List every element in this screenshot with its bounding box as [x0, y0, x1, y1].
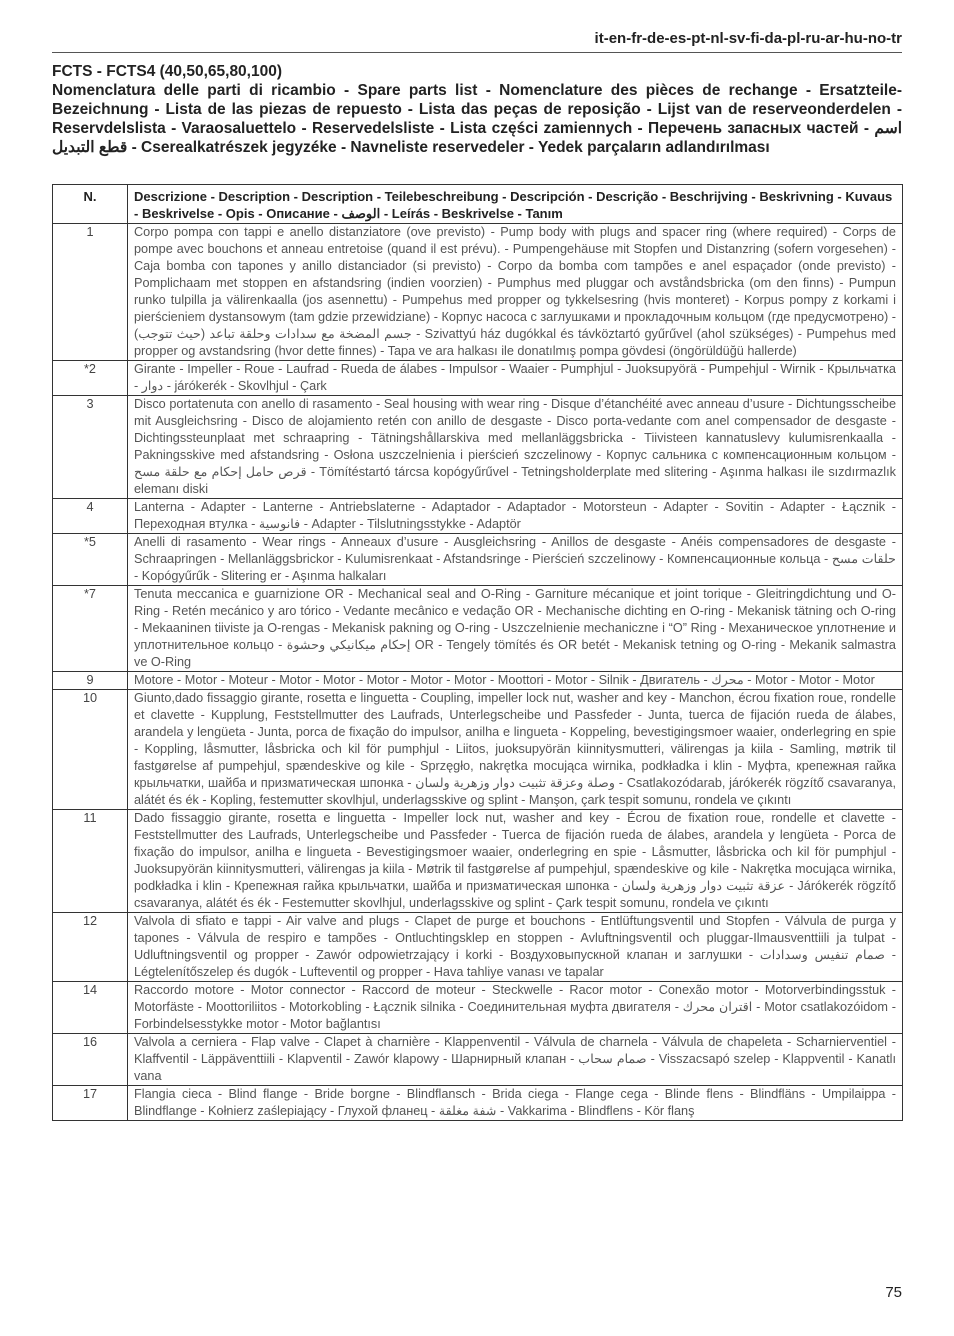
spare-parts-title: Nomenclatura delle parti di ricambio - Spare parts list - Nomenclature des pièces de rechange - Ersatzteile-Bezeichnung - Lista de las piezas de repuesto - Lista das peças de reposição - Lijst van de reserveonderdelen - Reservdelslista - Varaosaluettelo - Reservedelsliste - Lista części zamiennych - Перечень запасных частей - اسم قطع التبديل - Cserealkatrészek jegyzéke - Navneliste reservedeler - Yedek parçaların adlandırılması: [52, 82, 902, 156]
table-row: [53, 690, 903, 810]
part-description: Flangia cieca - Blind flange - Bride borgne - Blindflansch - Brida ciega - Flange cega - Blinde flens - Blindfläns - Umpilaippa - Blindflange - Kołnierz zaślepiający - Глухой фланец - شفة مغلقة - Vakkarima - Blindflens - Kör flanş: [128, 1086, 903, 1121]
table-row: [53, 982, 903, 1034]
table-row: [53, 913, 903, 982]
document-heading: [52, 62, 902, 157]
table-row: [53, 499, 903, 534]
table-row: [53, 672, 903, 690]
table-row: [53, 534, 903, 586]
table-row: [53, 224, 903, 361]
part-number: 14: [53, 982, 128, 1034]
table-header-row: [53, 185, 903, 224]
part-number: 9: [53, 672, 128, 690]
part-description: Motore - Motor - Moteur - Motor - Motor - Motor - Motor - Motor - Moottori - Motor - Silnik - Двигатель - محرك - Motor - Motor - Motor: [128, 672, 903, 690]
column-header-description: Descrizione - Description - Description - Teilebeschreibung - Descripción - Descrição - Beschrijving - Beskrivning - Kuvaus - Beskrivelse - Opis - Описание - الوصف - Leírás - Beskrivelse - Tanım: [128, 185, 903, 224]
part-number: 11: [53, 810, 128, 913]
part-number: 16: [53, 1034, 128, 1086]
part-description: Tenuta meccanica e guarnizione OR - Mechanical seal and O-Ring - Garniture mécanique et joint torique - Gleitringdichtung und O-Ring - Retén mecánico y aro tórico - Vedante mecânico e vedação OR - Mechanische dichting en O-ring - Mekanisk tätning och O-ring - Mekaaninen tiiviste ja O-rengas - Mekanisk pakning og O-ring - Uszczelnienie mechaniczne i “O” Ring - Механическое уплотнение и уплотнительное кольцо - إحكام ميكانيكي وحشوة OR - Tengely tömítés és OR betét - Mekanisk tetning og O-ring - Mekanik salmastra ve O-Ring: [128, 586, 903, 672]
part-number: 10: [53, 690, 128, 810]
table-row: [53, 586, 903, 672]
part-description: Valvola di sfiato e tappi - Air valve and plugs - Clapet de purge et bouchons - Entlüftungsventil und Stopfen - Válvula de purga y tapones - Válvula de respiro e tampões - Ontluchtingsklep en stoppen - Avluftningsventil och pluggar-Ilmausventtiili ja tulpat - Udluftningsventil og propper - Zawór odpowietrzający i korki - Воздуховыпускной клапан и заглушки - صمام تنفيس وسدادات - Légtelenítőszelep és dugók - Lufteventil og propper - Hava tahliye vanası ve tapalar: [128, 913, 903, 982]
part-description: Lanterna - Adapter - Lanterne - Antriebslaterne - Adaptador - Adaptador - Motorsteun - Adapter - Sovitin - Adapter - Łącznik - Переходная втулка - فانوسية - Adapter - Tilslutningsstykke - Adaptör: [128, 499, 903, 534]
column-header-number: N.: [53, 185, 128, 224]
part-number: *7: [53, 586, 128, 672]
part-number: 4: [53, 499, 128, 534]
table-row: [53, 396, 903, 499]
part-number: *5: [53, 534, 128, 586]
header-divider: [52, 52, 902, 53]
part-description: Disco portatenuta con anello di rasamento - Seal housing with wear ring - Disque d’étanchéité avec anneau d’usure - Dichtungsscheibe mit Ausgleichsring - Disco de alojamiento retén con anillo de desgaste - Disco porta-vedante com anel compensador de desgaste - Dichtingssteunplaat met schraapring - Tätningshållarskiva med mellanläggsbricka - Tiivisteen kannatuslevy kulumisrenkaalla - Pakningsskive med afstandsring - Osłona uszczelnienia i pierścień szczelinowy - Корпус сальника с компенсационным кольцом - قرص حامل إحكام مع حلقة مسح - Tömítéstartó tárcsa kopógyűrűvel - Tetningsholderplate med slitering - Aşınma halkası ile sızdırmazlık elemanı diski: [128, 396, 903, 499]
part-description: Corpo pompa con tappi e anello distanziatore (ove previsto) - Pump body with plugs and spacer ring (where required) - Corps de pompe avec bouchons et anneau entretoise (quand il est prévu). - Pumpengehäuse mit Stopfen und Distanzring (sofern vorgesehen) - Caja bomba con tapones y anillo distanciador (si previsto) - Corpo da bomba com tampões e anel espaçador (onde previsto) - Pomplichaam met stoppen en afstandsring (indien voorzien) - Pumphus med pluggar och avståndsbricka (om den finns) - Pumpun runko tulpilla ja välirenkaalla (jos asennettu) - Pumpehus med propper og tykkelsesring (hvis monteret) - Korpus pompy z korkami i pierścieniem dystansowym (tam gdzie przewidziane) - Корпус насоса с заглушками и прокладочным кольцом (где предусмотрено) - جسم المضخة مع سدادات وحلقة تباعد (حيث تتوجب) - Szivattyú ház dugókkal és távköztartó gyűrűvel (ahol szükséges) - Pumpehus med propper og avstandsring (hvor dette finnes) - Tapa ve ara halkası ile donatılmış pompa gövdesi (öngörüldüğü hallerde): [128, 224, 903, 361]
part-description: Valvola a cerniera - Flap valve - Clapet à charnière - Klappenventil - Válvula de charnela - Válvula de chapeleta - Scharnierventiel - Klaffventil - Läppäventtiili - Klapventil - Zawór klapowy - Шарнирный клапан - صمام سحاب - Visszacsapó szelep - Klappventil - Kanatlı vana: [128, 1034, 903, 1086]
table-row: [53, 1086, 903, 1121]
part-description: Dado fissaggio girante, rosetta e linguetta - Impeller lock nut, washer and key - Écrou de fixation roue, rondelle et clavette - Feststellmutter des Laufrads, Unterlegscheibe und Passfeder - Tuerca de fijación rueda de álabes, arandela y lengüeta - Porca de fixação do impulsor, anilha e lingueta - Bevestigingsmoer waaier, onderlegring en spie - Låsmutter, låsbricka och kil för pumphjul - Juoksupyörän kiinnitysmutteri, välirengas ja kiila - Møtrik til fastgørelse af pumpehjul, spændeskive og kile - Nakrętka mocująca wirnika, podkładka i klin - Крепежная гайка крыльчатки, шайба и призматическая шпонка - عزقة تثبيت دوار وزهرية ولسان - Járókerék rögzítő csavaranya, alátét és ék - Festemutter skovlhjul, underlagsskive og splint - Çark tespit somunu, rondela ve çıkıntı: [128, 810, 903, 913]
table-row: [53, 810, 903, 913]
part-description: Girante - Impeller - Roue - Laufrad - Rueda de álabes - Impulsor - Waaier - Pumphjul - Juoksupyörä - Pumpehjul - Wirnik - Крыльчатка - دوار - járókerék - Skovlhjul - Çark: [128, 361, 903, 396]
part-description: Giunto,dado fissaggio girante, rosetta e linguetta - Coupling, impeller lock nut, washer and key - Manchon, écrou fixation roue, rondelle et clavette - Kupplung, Feststellmutter des Laufrads, Unterlegscheibe und Passfeder - Junta, tuerca de fijación rueda de álabes, arandela y lengüeta - Junta, porca de fixação do impulsor, anilha e lingueta - Koppeling, bevestigingsmoer waaier, onderlegring en spie - Koppling, låsmutter, låsbricka och kil för pumphjul - Liitos, juoksupyörän kiinnitysmutteri, välirengas ja kiila - Samling, møtrik til fastgørelse af pumpehjul, spændeskive og kile - Sprzęgło, nakrętka mocująca wirnika, podkładka i klin - Муфта, крепежная гайка крыльчатки, шайба и призматическая шпонка - وصلة وعزقة تثبيت دوار وزهرية ولسان - Csatlakozódarab, járókerék rögzítő csavaranya, alátét és ék - Kopling, festemutter skovlhjul, underlagsskive og splint - Manşon, çark tespit somunu, rondela ve çıkıntı: [128, 690, 903, 810]
part-number: 17: [53, 1086, 128, 1121]
part-number: 1: [53, 224, 128, 361]
table-row: [53, 1034, 903, 1086]
part-number: *2: [53, 361, 128, 396]
page-number: 75: [885, 1284, 902, 1301]
model-title: FCTS - FCTS4 (40,50,65,80,100): [52, 63, 283, 80]
table-row: [53, 361, 903, 396]
languages-header: it-en-fr-de-es-pt-nl-sv-fi-da-pl-ru-ar-hu-no-tr: [594, 30, 902, 47]
part-number: 3: [53, 396, 128, 499]
part-description: Raccordo motore - Motor connector - Raccord de moteur - Steckwelle - Racor motor - Conexão motor - Motorverbindingsstuk -Motorfäste - Moottoriliitos - Motorkobling - Łącznik silnika - Соединительная муфта двигателя - اقتران محرك - Motor csatlakozóidom - Forbindelsesstykke motor - Motor bağlantısı: [128, 982, 903, 1034]
part-number: 12: [53, 913, 128, 982]
part-description: Anelli di rasamento - Wear rings - Anneaux d’usure - Ausgleichsring - Anillos de desgaste - Anéis compensadores de desgaste - Schraapringen - Mellanläggsbrickor - Kulumisrenkaat - Afstandsringe - Pierścień szczelinowy - Компенсационные кольца - حلقات مسح - Kopógyűrűk - Slitering er - Aşınma halkaları: [128, 534, 903, 586]
spare-parts-table: [52, 184, 903, 1121]
